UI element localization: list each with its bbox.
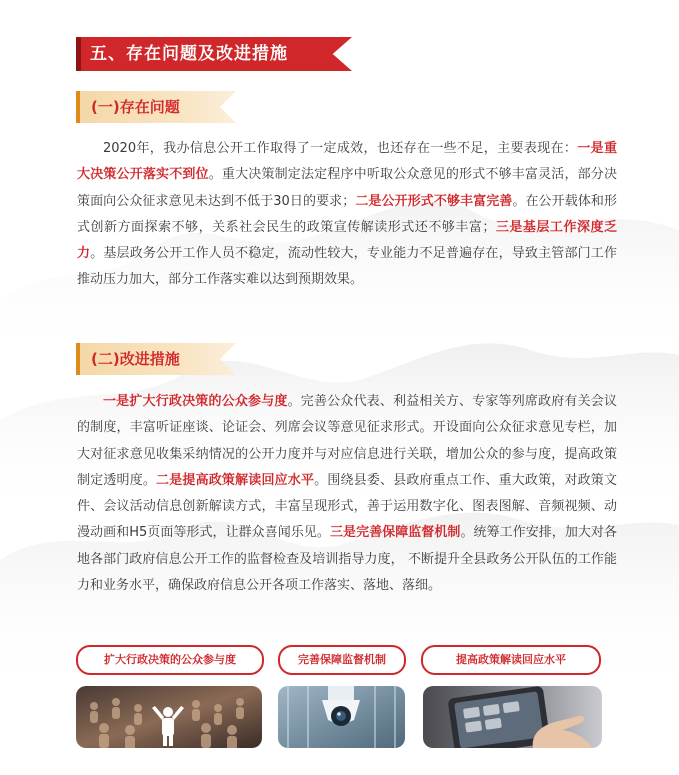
photo-security-camera	[278, 686, 405, 748]
problem-two-highlight: 二是公开形式不够丰富完善	[355, 193, 513, 209]
problems-text-two: 。在公开载体和形式创新方面探索不够，关系社会民生的政策宣传解读形式还不够丰富；	[77, 193, 617, 235]
pill-policy-interpretation: 提高政策解读回应水平	[421, 645, 601, 675]
measure-two-highlight: 二是提高政策解读回应水平	[156, 472, 315, 488]
section-title: 五、存在问题及改进措施	[90, 44, 288, 64]
section-banner-accent	[76, 37, 81, 71]
hand-tablet-icon	[423, 686, 602, 748]
problem-one-highlight: 一是重大决策公开落实不到位	[77, 141, 617, 183]
photo-tablet	[423, 686, 602, 748]
problems-text-one: 。重大决策制定法定程序中听取公众意见的形式不够丰富灵活，部分决策面向公众征求意见未达到不低于30日的要求；	[77, 167, 617, 209]
measures-text-two: 。围绕县委、县政府重点工作、重大政策，对政策文件、会议活动信息创新解读方式，丰富呈现形式，善于运用数字化、图表图解、音频视频、动漫动画和H5页面等形式，让群众喜闻乐见。	[77, 472, 617, 541]
measure-one-highlight: 一是扩大行政决策的公众参与度	[103, 394, 288, 409]
measures-heading: (二)改进措施	[91, 350, 180, 368]
measures-heading-accent	[76, 343, 80, 375]
measure-three-highlight: 三是完善保障监督机制	[329, 525, 461, 541]
crowd-people-icon	[76, 686, 262, 748]
problems-paragraph	[77, 136, 617, 294]
measures-paragraph	[77, 389, 617, 599]
measures-text-one: 。完善公众代表、利益相关方、专家等列席政府有关会议的制度，丰富听证座谈、论证会、列席会议等意见征求形式。开设面向公众征求意见专栏，加大对征求意见收集采纳情况的公开力度并与对应信息进行关联，增加公众的参与度，提高政策制定透明度。	[77, 394, 617, 488]
pill-public-participation: 扩大行政决策的公众参与度	[76, 645, 264, 675]
problems-text-intro: 2020年，我办信息公开工作取得了一定成效，也还存在一些不足，主要表现在：	[103, 141, 578, 156]
problem-three-highlight: 三是基层工作深度乏力	[77, 219, 617, 262]
pill-supervision: 完善保障监督机制	[278, 645, 406, 675]
problems-heading-accent	[76, 91, 80, 123]
problems-text-three: 。基层政务公开工作人员不稳定，流动性较大，专业能力不足普遍存在，导致主管部门工作推动压力加大，部分工作落实难以达到预期效果。	[77, 246, 617, 288]
security-camera-icon	[278, 686, 405, 748]
measures-text-three: 。统筹工作安排，加大对各地各部门政府信息公开工作的监督检查及培训指导力度， 不断提升全县政务公开队伍的工作能力和业务水平，确保政府信息公开各项工作落实、落地、落细。	[77, 525, 617, 594]
photo-crowd	[76, 686, 262, 748]
problems-heading: (一)存在问题	[91, 98, 180, 116]
